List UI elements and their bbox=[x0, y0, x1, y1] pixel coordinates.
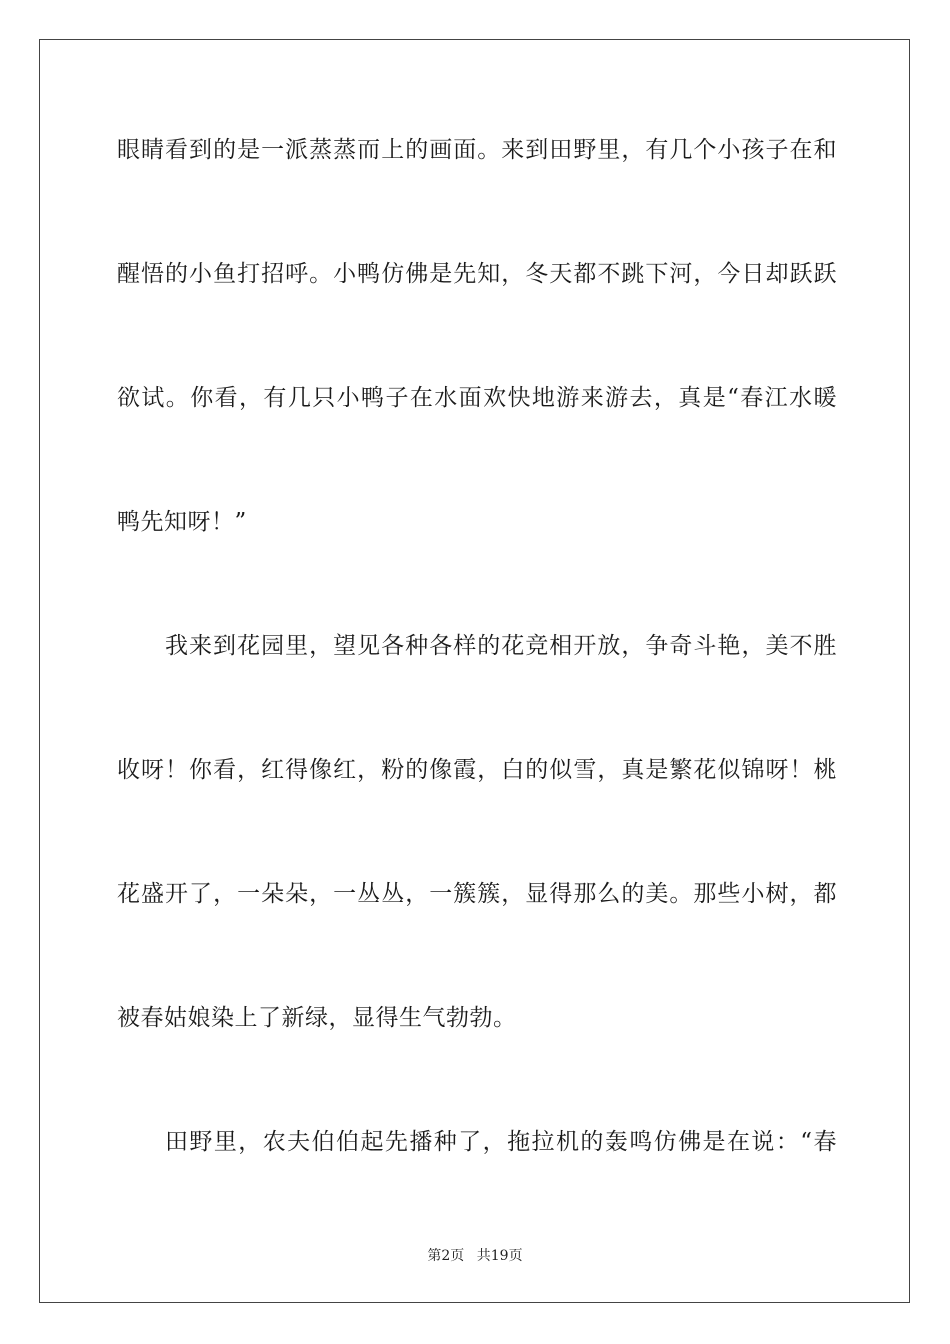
paragraph-line: 醒悟的小鱼打招呼。小鸭仿佛是先知，冬天都不跳下河，今日却跃跃 bbox=[117, 261, 837, 287]
page-total: 共19页 bbox=[476, 1248, 523, 1264]
page-footer bbox=[0, 1246, 950, 1266]
paragraph-line: 被春姑娘染上了新绿，显得生气勃勃。 bbox=[117, 1005, 517, 1031]
paragraph-line: 田野里，农夫伯伯起先播种了，拖拉机的轰鸣仿佛是在说：“春 bbox=[165, 1129, 837, 1155]
page-number: 第2页 bbox=[427, 1248, 465, 1264]
paragraph-line: 我来到花园里，望见各种各样的花竞相开放，争奇斗艳，美不胜 bbox=[165, 633, 837, 659]
paragraph-line: 花盛开了，一朵朵，一丛丛，一簇簇，显得那么的美。那些小树，都 bbox=[117, 881, 837, 907]
paragraph-line: 眼睛看到的是一派蒸蒸而上的画面。来到田野里，有几个小孩子在和 bbox=[117, 137, 837, 163]
page-frame bbox=[39, 39, 910, 1303]
paragraph-line: 欲试。你看，有几只小鸭子在水面欢快地游来游去，真是“春江水暖 bbox=[117, 385, 837, 411]
paragraph-line: 收呀！你看，红得像红，粉的像霞，白的似雪，真是繁花似锦呀！桃 bbox=[117, 757, 837, 783]
paragraph-line: 鸭先知呀！” bbox=[117, 509, 247, 535]
